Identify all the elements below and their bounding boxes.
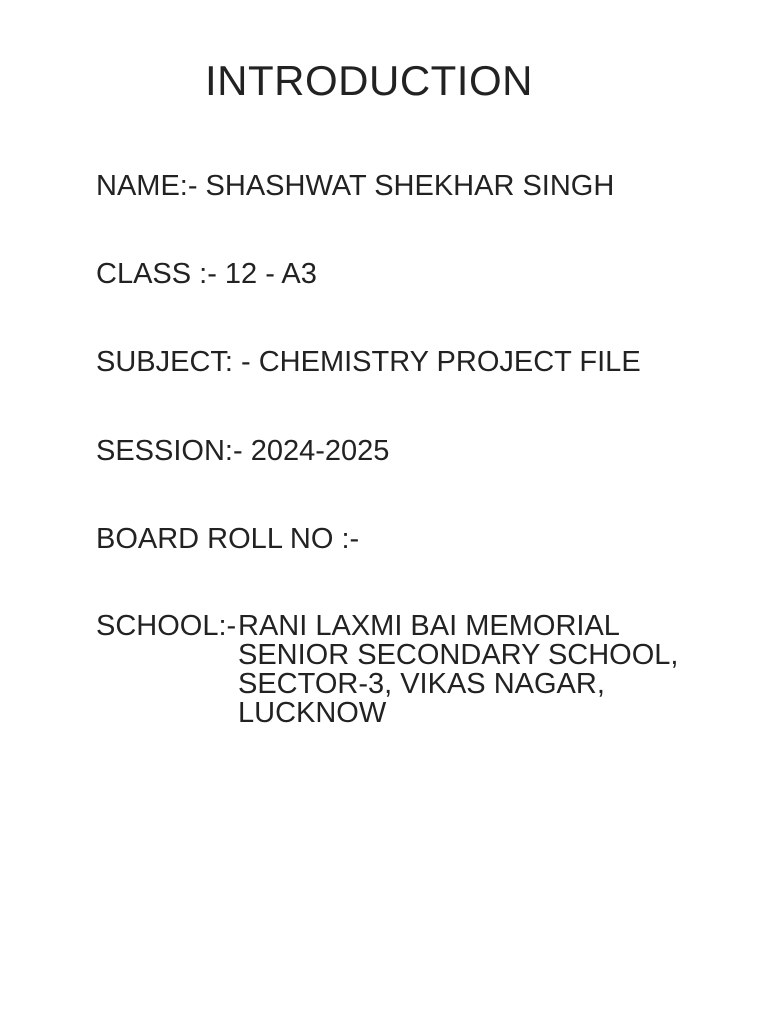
school-line: RANI LAXMI BAI MEMORIAL: [238, 610, 620, 642]
subject-field: SUBJECT: - CHEMISTRY PROJECT FILE: [96, 346, 641, 378]
school-field: [96, 612, 678, 728]
school-line: SENIOR SECONDARY SCHOOL,: [238, 639, 679, 671]
school-label: SCHOOL:-: [96, 610, 237, 642]
board-roll-field: BOARD ROLL NO :-: [96, 523, 360, 555]
page-title: INTRODUCTION: [205, 57, 533, 104]
school-line: LUCKNOW: [238, 697, 387, 729]
name-field: NAME:- SHASHWAT SHEKHAR SINGH: [96, 170, 615, 202]
class-field: CLASS :- 12 - A3: [96, 258, 317, 290]
school-address: [238, 612, 678, 728]
school-line: SECTOR-3, VIKAS NAGAR,: [238, 668, 605, 700]
session-field: SESSION:- 2024-2025: [96, 435, 390, 467]
